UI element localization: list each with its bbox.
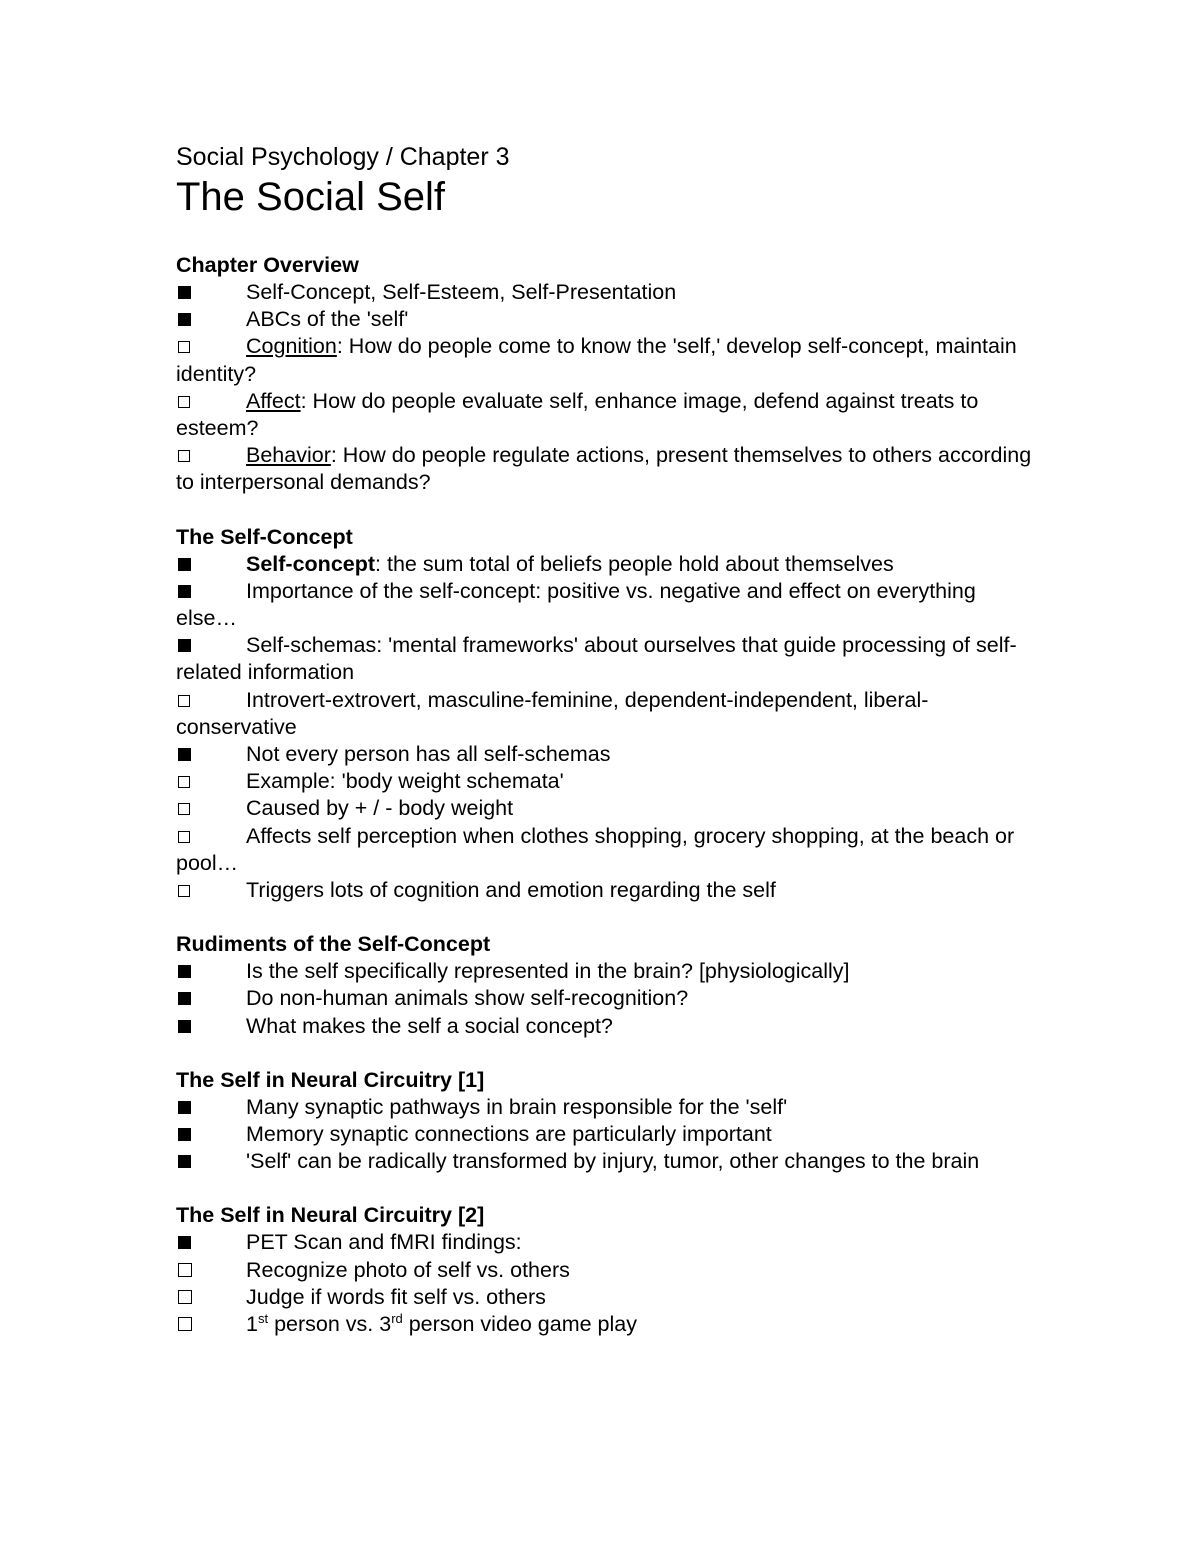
hollow-square-bullet-icon [178, 831, 190, 843]
term-cognition: Cognition [246, 334, 337, 359]
list-item: Caused by + / - body weight [176, 795, 1036, 822]
filled-square-bullet-icon [178, 585, 191, 598]
filled-square-bullet-icon [178, 965, 191, 978]
term-affect: Affect [246, 388, 301, 413]
hollow-square-bullet-icon [178, 695, 190, 707]
section-heading: The Self in Neural Circuitry [1] [176, 1067, 485, 1092]
filled-square-bullet-icon [178, 286, 191, 299]
list-item: Behavior: How do people regulate actions, present themselves to others according to interpersonal demands? [176, 443, 1032, 495]
section-heading: Rudiments of the Self-Concept [176, 932, 491, 957]
list-item: Affects self perception when clothes shopping, grocery shopping, at the beach or pool… [176, 823, 1015, 875]
list-item: Self-Concept, Self-Esteem, Self-Presentation [176, 279, 1036, 306]
filled-square-bullet-icon [178, 1101, 191, 1114]
list-item: Triggers lots of cognition and emotion regarding the self [176, 877, 1036, 904]
filled-square-bullet-icon [178, 1236, 191, 1249]
list-item: Introvert-extrovert, masculine-feminine, dependent-independent, liberal-conservative [176, 687, 929, 739]
term-behavior: Behavior [246, 443, 331, 468]
section-neural-circuitry-1 [176, 1067, 1036, 1176]
list-item: Cognition: How do people come to know the 'self,' develop self-concept, maintain identity? [176, 334, 1017, 386]
hollow-square-bullet-icon [178, 803, 190, 815]
filled-square-bullet-icon [178, 1020, 191, 1033]
hollow-square-bullet-icon [178, 1263, 192, 1277]
term-self-concept: Self-concept [246, 551, 376, 576]
section-heading: The Self in Neural Circuitry [2] [176, 1203, 485, 1228]
list-item: Recognize photo of self vs. others [176, 1257, 1036, 1284]
filled-square-bullet-icon [178, 1128, 191, 1141]
section-heading: The Self-Concept [176, 524, 353, 549]
hollow-square-bullet-icon [178, 1317, 192, 1331]
list-item: Is the self specifically represented in the brain? [physiologically] [176, 958, 1036, 985]
list-item: Not every person has all self-schemas [176, 741, 1036, 768]
hollow-square-bullet-icon [178, 1290, 192, 1304]
course-subtitle: Social Psychology / Chapter 3 [176, 143, 510, 171]
list-item: PET Scan and fMRI findings: [176, 1229, 1036, 1256]
section-rudiments [176, 931, 1036, 1040]
list-item: ABCs of the 'self' [176, 306, 1036, 333]
filled-square-bullet-icon [178, 992, 191, 1005]
filled-square-bullet-icon [178, 639, 191, 652]
section-neural-circuitry-2 [176, 1202, 1036, 1338]
list-item: 1st person vs. 3rd person video game play [176, 1311, 1036, 1338]
hollow-square-bullet-icon [178, 450, 190, 462]
filled-square-bullet-icon [178, 313, 191, 326]
filled-square-bullet-icon [178, 748, 191, 761]
list-item: Memory synaptic connections are particularly important [176, 1121, 1036, 1148]
filled-square-bullet-icon [178, 558, 191, 571]
document-content [176, 140, 1036, 1338]
section-heading: Chapter Overview [176, 253, 359, 277]
ordinal-suffix: rd [391, 1311, 403, 1327]
section-chapter-overview [176, 252, 1036, 497]
list-item: Self-schemas: 'mental frameworks' about ourselves that guide processing of self-related information [176, 633, 1017, 685]
hollow-square-bullet-icon [178, 885, 190, 897]
hollow-square-bullet-icon [178, 341, 190, 353]
page-title: The Social Self [176, 175, 446, 219]
hollow-square-bullet-icon [178, 396, 190, 408]
list-item: 'Self' can be radically transformed by injury, tumor, other changes to the brain [176, 1148, 1036, 1175]
list-item: Affect: How do people evaluate self, enhance image, defend against treats to esteem? [176, 388, 979, 441]
section-self-concept [176, 524, 1036, 905]
list-item: Do non-human animals show self-recognition? [176, 985, 1036, 1012]
filled-square-bullet-icon [178, 1155, 191, 1168]
list-item: Importance of the self-concept: positive vs. negative and effect on everything else… [176, 578, 976, 631]
list-item: Judge if words fit self vs. others [176, 1284, 1036, 1311]
list-item: Many synaptic pathways in brain responsible for the 'self' [176, 1094, 1036, 1121]
list-item: What makes the self a social concept? [176, 1013, 1036, 1040]
list-item: Example: 'body weight schemata' [176, 768, 1036, 795]
ordinal-suffix: st [257, 1311, 269, 1327]
hollow-square-bullet-icon [178, 776, 190, 788]
list-item: Self-concept: the sum total of beliefs people hold about themselves [176, 551, 1036, 578]
